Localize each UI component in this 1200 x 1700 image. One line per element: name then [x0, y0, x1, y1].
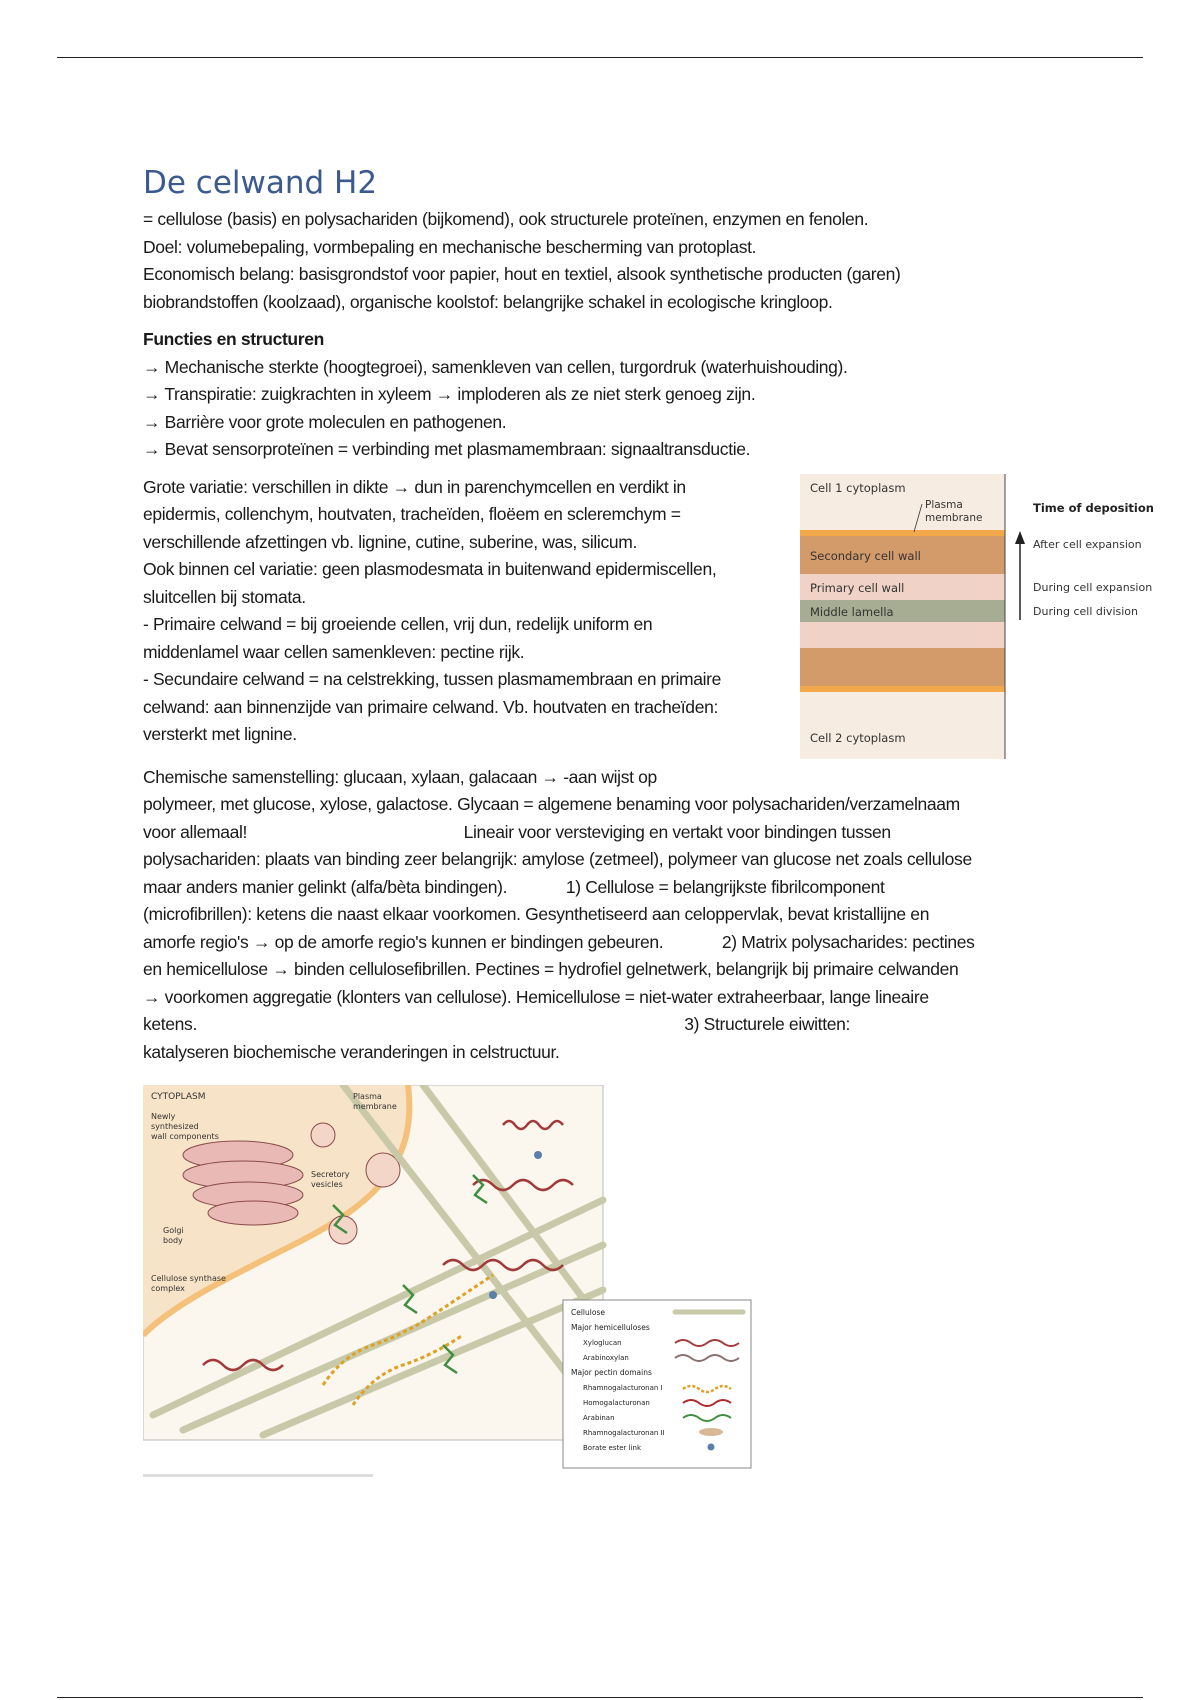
cell-wall-layers-figure	[800, 474, 1180, 759]
arrow-up-icon	[1015, 531, 1025, 544]
legend-rg2: Rhamnogalacturonan II	[583, 1429, 665, 1437]
chemistry-section	[143, 764, 1068, 1067]
synthase-label: complex	[151, 1284, 185, 1293]
borate-link-dot	[534, 1151, 542, 1159]
membrane-label: membrane	[925, 511, 983, 524]
cell-wall-synthesis-figure	[143, 1085, 773, 1470]
functions-section	[143, 326, 1068, 464]
cytoplasm-label: CYTOPLASM	[151, 1092, 206, 1102]
chem-line: (microfibrillen): ketens die naast elkaar voorkomen. Gesynthetiseerd aan celoppervlak, bevat kristallijne en	[143, 904, 930, 924]
functions-heading: Functies en structuren	[143, 329, 324, 349]
legend-xyloglucan: Xyloglucan	[583, 1339, 622, 1347]
legend-cellulose: Cellulose	[571, 1308, 605, 1317]
function-item	[143, 436, 1068, 464]
vesicle-shape	[311, 1123, 335, 1147]
plasma-label: Plasma	[353, 1092, 382, 1101]
chem-line: amorfe regio's → op de amorfe regio's kunnen er bindingen gebeuren. 2) Matrix polysacharides: pectines	[143, 931, 975, 952]
during-expansion-label: During cell expansion	[1033, 580, 1153, 594]
vesicle-shape	[366, 1153, 400, 1187]
plasma-membrane-layer	[800, 530, 1005, 536]
function-text: Mechanische sterkte (hoogtegroei), samenkleven van cellen, turgordruk (waterhuishouding).	[164, 356, 848, 377]
variation-line: Grote variatie: verschillen in dikte → dun in parenchymcellen en verdikt in	[143, 476, 686, 497]
arrow-icon: →	[143, 384, 161, 404]
variation-line: Ook binnen cel variatie: geen plasmodesmata in buitenwand epidermiscellen,	[143, 559, 717, 579]
chem-line: polymeer, met glucose, xylose, galactose. Glycaan = algemene benaming voor polysachariden/verzamelnaam	[143, 794, 960, 814]
newly-label: Newly	[151, 1112, 176, 1121]
legend-rg1: Rhamnogalacturonan I	[583, 1384, 663, 1392]
document-page	[143, 165, 1154, 1066]
intro-line: biobrandstoffen (koolzaad), organische koolstof: belangrijke schakel in ecologische kringloop.	[143, 291, 833, 312]
chem-line: maar anders manier gelinkt (alfa/bèta bindingen). 1) Cellulose = belangrijkste fibrilcomponent	[143, 876, 885, 897]
arrow-icon: →	[143, 439, 161, 459]
legend-major-hemi: Major hemicelluloses	[571, 1323, 650, 1332]
variation-line: celwand: aan binnenzijde van primaire celwand. Vb. houtvaten en tracheïden:	[143, 696, 718, 717]
secondary-label: Secondary cell wall	[810, 548, 921, 563]
cell2-label: Cell 2 cytoplasm	[810, 730, 906, 745]
function-text: Bevat sensorproteïnen = verbinding met plasmamembraan: signaaltransductie.	[164, 439, 751, 459]
chem-line: polysachariden: plaats van binding zeer belangrijk: amylose (zetmeel), polymeer van glucose net zoals cellulose	[143, 849, 972, 869]
borate-link-dot	[489, 1291, 497, 1299]
variation-section	[143, 474, 1154, 764]
intro-line: = cellulose (basis) en polysachariden (bijkomend), ook structurele proteïnen, enzymen en fenolen.	[143, 209, 869, 229]
variation-line: versterkt met lignine.	[143, 724, 297, 744]
intro-line: Economisch belang: basisgrondstof voor papier, hout en textiel, alsook synthetische producten (garen)	[143, 264, 901, 284]
variation-line: epidermis, collenchym, houtvaten, tracheïden, floëem en scleremchym =	[143, 504, 681, 524]
figure-legend	[563, 1300, 751, 1468]
arrow-icon: →	[435, 384, 453, 404]
chem-line: katalyseren biochemische veranderingen in celstructuur.	[143, 1041, 560, 1062]
secretory-label: Secretory	[311, 1170, 350, 1179]
cell1-label: Cell 1 cytoplasm	[810, 480, 906, 495]
legend-arabinoxylan: Arabinoxylan	[583, 1354, 629, 1362]
primary-wall-layer-2	[800, 622, 1005, 648]
function-item	[143, 381, 1068, 409]
chem-line: voor allemaal! Lineair voor versteviging en vertakt voor bindingen tussen	[143, 821, 891, 842]
footer-rule	[57, 1697, 1143, 1698]
page-title: De celwand H2	[143, 165, 378, 201]
variation-line: - Primaire celwand = bij groeiende cellen, vrij dun, redelijk uniform en	[143, 614, 653, 634]
newly-label: wall components	[151, 1132, 219, 1141]
arrow-icon: →	[143, 986, 161, 1007]
variation-line: - Secundaire celwand = na celstrekking, tussen plasmamembraan en primaire	[143, 669, 722, 689]
newly-label: synthesized	[151, 1122, 199, 1131]
arrow-icon: →	[252, 931, 271, 952]
arrow-icon: →	[143, 411, 161, 432]
chem-line: → voorkomen aggregatie (klonters van cellulose). Hemicellulose = niet-water extraheerbaar, lange lineaire	[143, 986, 929, 1007]
legend-homo: Homogalacturonan	[583, 1399, 650, 1407]
function-text: Barrière voor grote moleculen en pathogenen.	[164, 411, 507, 432]
middle-label: Middle lamella	[810, 604, 894, 619]
golgi-label: body	[163, 1236, 183, 1245]
plasma-label: Plasma	[925, 498, 963, 511]
intro-line: Doel: volumebepaling, vormbepaling en mechanische bescherming van protoplast.	[143, 236, 757, 257]
function-item	[143, 354, 1068, 382]
synthase-label: Cellulose synthase	[151, 1274, 226, 1283]
legend-major-pectin: Major pectin domains	[571, 1368, 652, 1377]
golgi-label: Golgi	[163, 1226, 184, 1235]
header-rule	[57, 57, 1143, 58]
plasma-membrane-layer-2	[800, 686, 1005, 692]
during-division-label: During cell division	[1033, 604, 1138, 618]
secondary-wall-layer-2	[800, 648, 1005, 686]
arrow-icon: →	[143, 356, 161, 377]
chem-line: Chemische samenstelling: glucaan, xylaan, galacaan → -aan wijst op	[143, 766, 657, 787]
primary-label: Primary cell wall	[810, 580, 905, 595]
chem-line: en hemicellulose → binden cellulosefibrillen. Pectines = hydrofiel gelnetwerk, belangrijk bij primaire celwanden	[143, 959, 959, 979]
legend-arabinan: Arabinan	[583, 1414, 615, 1422]
legend-borate: Borate ester link	[583, 1444, 642, 1452]
variation-line: middenlamel waar cellen samenkleven: pectine rijk.	[143, 641, 525, 662]
arrow-icon: →	[392, 476, 410, 497]
intro-paragraph	[143, 206, 1068, 316]
arrow-icon: →	[541, 766, 559, 787]
secretory-label: vesicles	[311, 1180, 343, 1189]
function-text: imploderen als ze niet sterk genoeg zijn.	[457, 384, 756, 404]
chem-line: ketens. 3) Structurele eiwitten:	[143, 1014, 850, 1034]
arrow-icon: →	[272, 959, 290, 979]
function-text: Transpiratie: zuigkrachten in xyleem	[164, 384, 432, 404]
variation-line: sluitcellen bij stomata.	[143, 586, 306, 607]
function-item	[143, 409, 1068, 437]
membrane-label: membrane	[353, 1102, 397, 1111]
variation-text	[143, 474, 783, 749]
cell2-cytoplasm-layer	[800, 692, 1005, 759]
variation-line: verschillende afzettingen vb. lignine, cutine, suberine, was, silicum.	[143, 531, 637, 552]
after-label: After cell expansion	[1033, 537, 1142, 551]
time-label: Time of deposition	[1033, 500, 1154, 515]
figure-caption-placeholder	[143, 1474, 373, 1477]
